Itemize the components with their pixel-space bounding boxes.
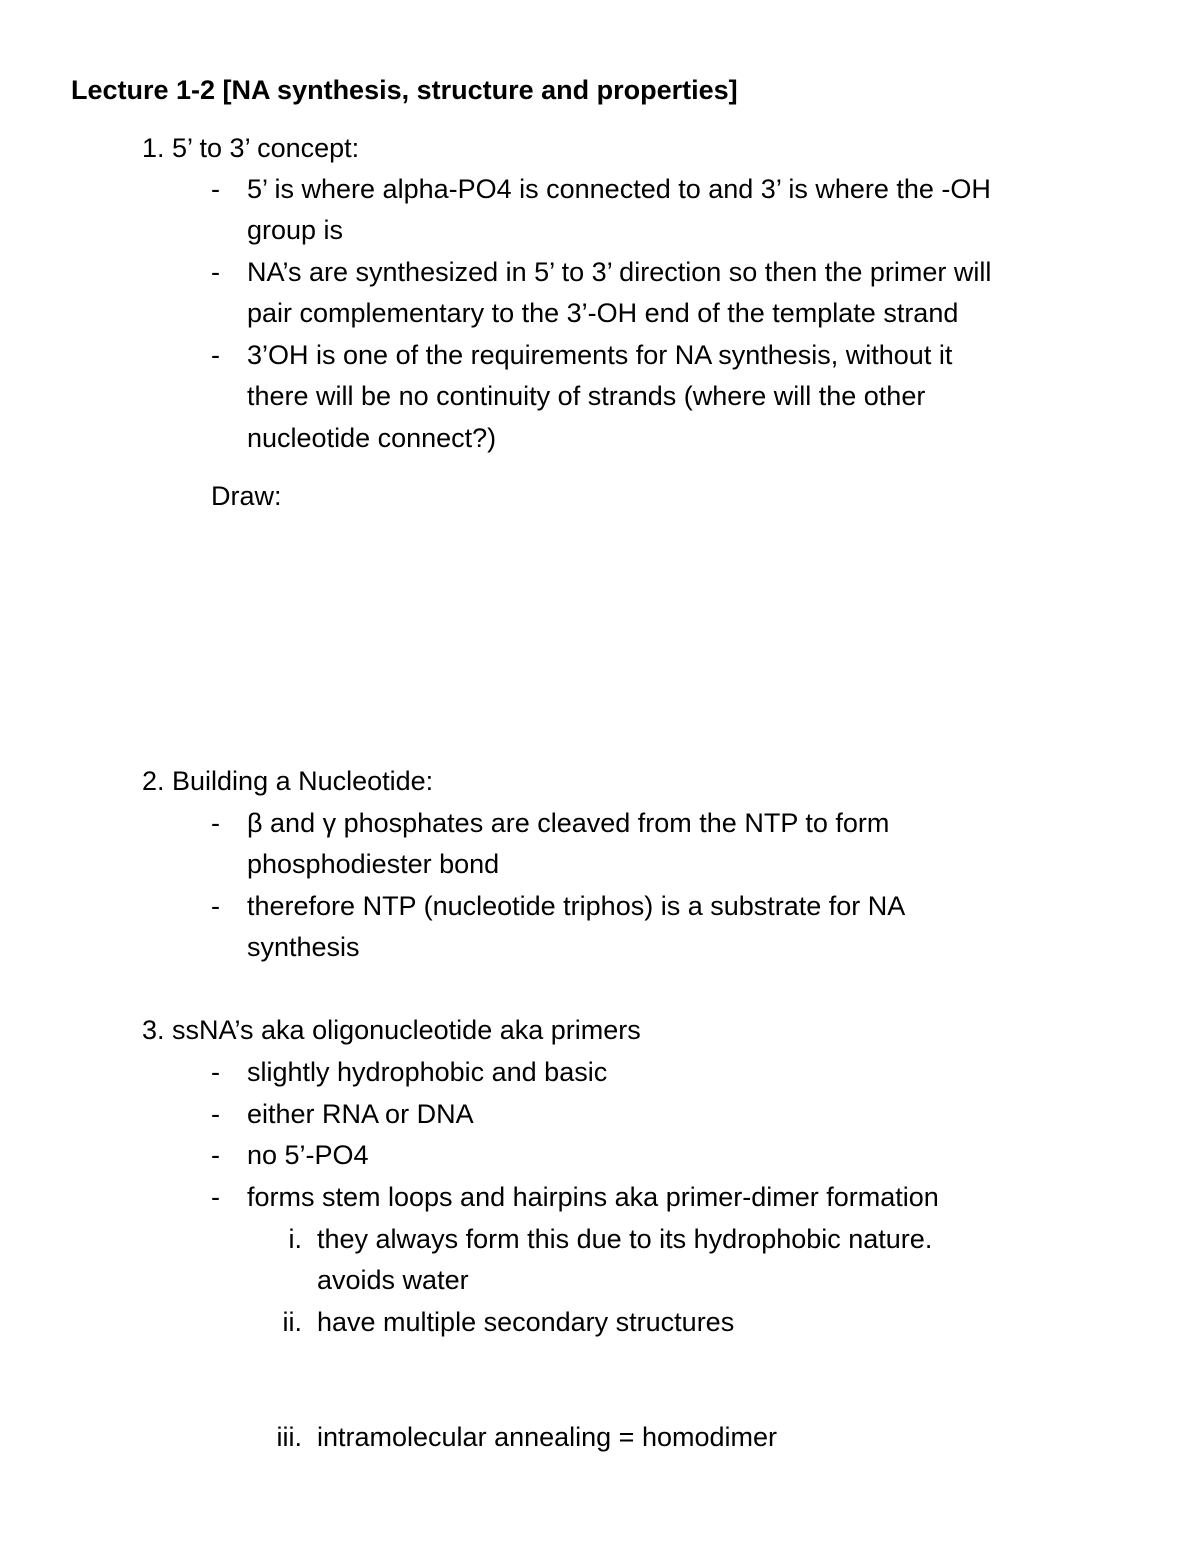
bullet-dash: - [211, 340, 220, 370]
section-3-bullet-3: no 5’-PO4 [247, 1140, 369, 1170]
section-1-heading: 1. 5’ to 3’ concept: [142, 133, 360, 163]
section-2-bullet-1-line-2: phosphodiester bond [247, 849, 500, 879]
section-2-bullet-2-line-1: therefore NTP (nucleotide triphos) is a substrate for NA [247, 891, 906, 921]
sub-item-i-line-2: avoids water [317, 1265, 469, 1295]
sub-item-iii-number: iii. [276, 1422, 302, 1452]
section-1-bullet-1-line-1: 5’ is where alpha-PO4 is connected to and 3’ is where the -OH [247, 174, 991, 204]
sub-item-ii-number: ii. [282, 1307, 302, 1337]
section-1-bullet-3-line-2: there will be no continuity of strands (where will the other [247, 381, 926, 411]
section-2-heading: 2. Building a Nucleotide: [142, 766, 434, 796]
bullet-dash: - [211, 1057, 220, 1087]
section-2-bullet-1-line-1: β and γ phosphates are cleaved from the NTP to form [247, 808, 890, 838]
bullet-dash: - [211, 1140, 220, 1170]
section-3-bullet-1: slightly hydrophobic and basic [247, 1057, 608, 1087]
bullet-dash: - [211, 1099, 220, 1129]
page-title: Lecture 1-2 [NA synthesis, structure and properties] [71, 75, 738, 105]
bullet-dash: - [211, 891, 220, 921]
bullet-dash: - [211, 257, 220, 287]
sub-item-i-number: i. [288, 1224, 302, 1254]
section-1-bullet-2-line-2: pair complementary to the 3’-OH end of the template strand [247, 298, 959, 328]
section-3-heading: 3. ssNA’s aka oligonucleotide aka primers [142, 1015, 641, 1045]
section-3-bullet-2: either RNA or DNA [247, 1099, 474, 1129]
section-1-bullet-2-line-1: NA’s are synthesized in 5’ to 3’ direction so then the primer will [247, 257, 992, 287]
sub-item-iii: intramolecular annealing = homodimer [317, 1422, 778, 1452]
sub-item-ii: have multiple secondary structures [317, 1307, 735, 1337]
sub-item-i-line-1: they always form this due to its hydrophobic nature. [317, 1224, 933, 1254]
draw-label: Draw: [211, 481, 282, 511]
bullet-dash: - [211, 174, 220, 204]
section-1-bullet-1-line-2: group is [247, 215, 344, 245]
section-1-bullet-3-line-1: 3’OH is one of the requirements for NA synthesis, without it [247, 340, 953, 370]
bullet-dash: - [211, 1182, 220, 1212]
section-3-bullet-4: forms stem loops and hairpins aka primer-dimer formation [247, 1182, 939, 1212]
section-2-bullet-2-line-2: synthesis [247, 932, 360, 962]
bullet-dash: - [211, 808, 220, 838]
section-1-bullet-3-line-3: nucleotide connect?) [247, 423, 497, 453]
